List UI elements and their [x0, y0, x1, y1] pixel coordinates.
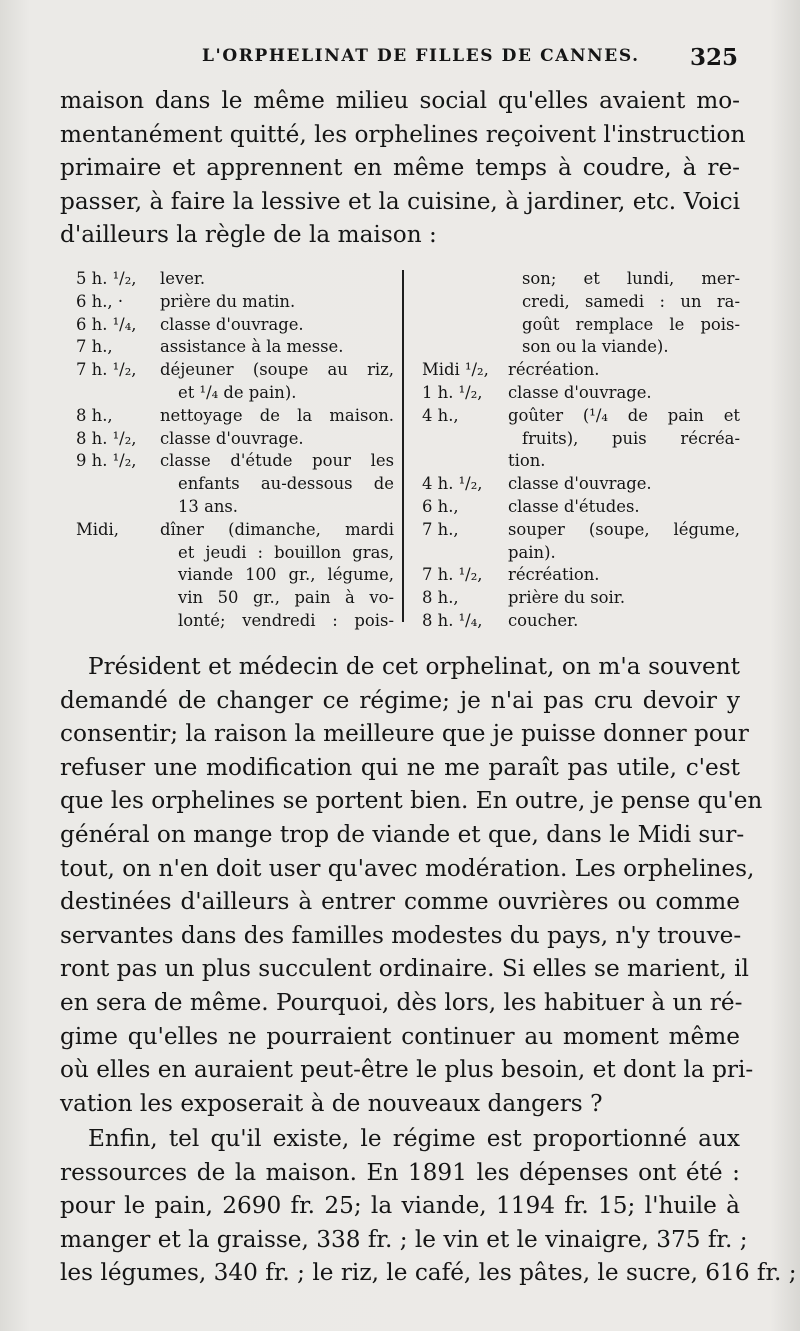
schedule-row [76, 496, 394, 519]
schedule-time: 8 h., [76, 405, 113, 425]
schedule-row [76, 268, 394, 291]
paragraph-regime [60, 650, 763, 1120]
running-head: L'ORPHELINAT DE FILLES DE CANNES. [202, 46, 640, 66]
schedule-time: 7 h. ¹/₂, [76, 360, 137, 380]
text-line: passer, à faire la lessive et la cuisine, à jardiner, etc. Voici [60, 187, 740, 215]
schedule-time [76, 473, 160, 496]
schedule-time: 4 h. ¹/₂, [422, 474, 483, 494]
schedule-activity: lonté; vendredi : pois- [178, 610, 394, 630]
text-line: demandé de changer ce régime; je n'ai pas cru devoir y [60, 686, 740, 714]
schedule-activity: classe d'ouvrage. [508, 474, 652, 494]
text-line: d'ailleurs la règle de la maison : [60, 221, 437, 249]
schedule-row [76, 564, 394, 587]
schedule-activity: dîner (dimanche, mardi [160, 519, 394, 539]
schedule-activity: goûter (¹/₄ de pain et [508, 405, 740, 425]
schedule-row [76, 610, 394, 633]
text-line: refuser une modification qui ne me paraît pas utile, c'est [60, 753, 740, 781]
schedule-activity: nettoyage de la maison. [160, 405, 394, 425]
schedule-row [422, 519, 740, 542]
schedule-time: Midi, [76, 519, 119, 539]
schedule-row [76, 428, 394, 451]
schedule-activity: fruits), puis récréa- [522, 428, 740, 448]
page-header [62, 44, 738, 74]
schedule-row [422, 564, 740, 587]
schedule-time [422, 314, 508, 337]
schedule-activity: coucher. [508, 610, 579, 630]
schedule-row [76, 519, 394, 542]
text-line: tout, on n'en doit user qu'avec modération. Les orphelines, [60, 854, 755, 882]
schedule-column-left [76, 268, 394, 633]
page-number: 325 [689, 44, 738, 71]
schedule-row [76, 336, 394, 359]
schedule-activity: assistance à la messe. [160, 337, 344, 357]
schedule-time [76, 610, 160, 633]
text-line: pour le pain, 2690 fr. 25; la viande, 1194 fr. 15; l'huile à [60, 1192, 740, 1220]
text-line: consentir; la raison la meilleure que je puisse donner pour [60, 720, 749, 748]
schedule-time: 9 h. ¹/₂, [76, 451, 137, 471]
schedule-activity: 13 ans. [178, 496, 239, 516]
text-line: où elles en auraient peut-être le plus besoin, et dont la pri- [60, 1056, 754, 1084]
schedule-activity: goût remplace le pois- [522, 314, 740, 334]
text-line: général on mange trop de viande et que, dans le Midi sur- [60, 820, 745, 848]
schedule-row [76, 587, 394, 610]
schedule-activity: vin 50 gr., pain à vo- [178, 588, 394, 608]
text-line: primaire et apprennent en même temps à coudre, à re- [60, 154, 740, 182]
text-line: ront pas un plus succulent ordinaire. Si elles se marient, il [60, 955, 749, 983]
schedule-row [76, 450, 394, 473]
schedule-activity: son; et lundi, mer- [522, 269, 740, 288]
column-divider [402, 270, 404, 622]
schedule-time: Midi ¹/₂, [422, 360, 489, 380]
text-line: servantes dans des familles modestes du pays, n'y trouve- [60, 921, 742, 949]
schedule-activity: son ou la viande). [522, 337, 669, 357]
schedule-row [422, 291, 740, 314]
schedule-row [422, 542, 740, 565]
schedule-row [422, 610, 740, 633]
text-line: Enfin, tel qu'il existe, le régime est proportionné aux [88, 1125, 740, 1152]
schedule-time [76, 382, 160, 405]
schedule-row [422, 268, 740, 291]
text-line: maison dans le même milieu social qu'elles avaient mo- [60, 87, 740, 114]
schedule-time [76, 496, 160, 519]
paragraph-expenses [60, 1122, 797, 1290]
daily-schedule [76, 268, 740, 636]
schedule-activity: pain). [508, 542, 556, 562]
schedule-activity: classe d'ouvrage. [160, 314, 304, 334]
schedule-activity: classe d'ouvrage. [508, 382, 652, 402]
schedule-row [76, 314, 394, 337]
schedule-time [422, 268, 508, 291]
schedule-row [422, 336, 740, 359]
schedule-row [422, 587, 740, 610]
schedule-time: 8 h. ¹/₄, [422, 610, 483, 630]
schedule-time: 5 h. ¹/₂, [76, 269, 137, 288]
schedule-activity: et jeudi : bouillon gras, [178, 542, 394, 562]
paragraph-intro [60, 84, 746, 252]
schedule-time [76, 587, 160, 610]
schedule-time [422, 291, 508, 314]
schedule-activity: classe d'étude pour les [160, 451, 394, 471]
schedule-time: 8 h. ¹/₂, [76, 428, 137, 448]
schedule-activity: souper (soupe, légume, [508, 519, 740, 539]
schedule-activity: lever. [160, 269, 206, 288]
schedule-activity: prière du matin. [160, 291, 296, 311]
text-line: vation les exposerait à de nouveaux dangers ? [60, 1089, 603, 1117]
schedule-row [422, 428, 740, 451]
schedule-row [76, 542, 394, 565]
schedule-activity: prière du soir. [508, 588, 626, 608]
schedule-row [76, 473, 394, 496]
schedule-row [76, 405, 394, 428]
schedule-activity: tion. [508, 451, 546, 471]
schedule-time [422, 336, 508, 359]
schedule-row [422, 450, 740, 473]
schedule-row [422, 382, 740, 405]
text-line: en sera de même. Pourquoi, dès lors, les habituer à un ré- [60, 988, 743, 1016]
schedule-activity: récréation. [508, 565, 600, 585]
schedule-row [76, 359, 394, 382]
text-line: Président et médecin de cet orphelinat, on m'a souvent [88, 653, 740, 680]
schedule-row [76, 382, 394, 405]
schedule-row [76, 291, 394, 314]
schedule-time: 8 h., [422, 588, 459, 608]
schedule-activity: récréation. [508, 360, 600, 380]
schedule-activity: credi, samedi : un ra- [522, 291, 740, 311]
schedule-time [76, 564, 160, 587]
schedule-time: 6 h. ¹/₄, [76, 314, 137, 334]
schedule-column-right [422, 268, 740, 633]
schedule-activity: classe d'ouvrage. [160, 428, 304, 448]
text-line: ressources de la maison. En 1891 les dépenses ont été : [60, 1158, 740, 1186]
schedule-time: 7 h., [422, 519, 459, 539]
text-line: les légumes, 340 fr. ; le riz, le café, les pâtes, le sucre, 616 fr. ; [60, 1259, 797, 1287]
schedule-activity: et ¹/₄ de pain). [178, 382, 297, 402]
schedule-time: 4 h., [422, 405, 459, 425]
schedule-row [422, 496, 740, 519]
text-line: destinées d'ailleurs à entrer comme ouvrières ou comme [60, 888, 740, 916]
schedule-time: 6 h., [422, 496, 459, 516]
schedule-activity: viande 100 gr., légume, [178, 565, 394, 585]
schedule-row [422, 473, 740, 496]
schedule-time: 7 h., [76, 337, 113, 357]
schedule-time [76, 542, 160, 565]
text-line: mentanément quitté, les orphelines reçoivent l'instruction [60, 120, 746, 148]
schedule-activity: classe d'études. [508, 496, 640, 516]
schedule-activity: enfants au-dessous de [178, 474, 394, 494]
schedule-time: 6 h., · [76, 291, 124, 311]
text-line: manger et la graisse, 338 fr. ; le vin et le vinaigre, 375 fr. ; [60, 1225, 748, 1253]
schedule-row [422, 405, 740, 428]
text-line: que les orphelines se portent bien. En outre, je pense qu'en [60, 787, 763, 815]
schedule-activity: déjeuner (soupe au riz, [160, 360, 394, 380]
schedule-time: 1 h. ¹/₂, [422, 382, 483, 402]
schedule-row [422, 359, 740, 382]
schedule-time: 7 h. ¹/₂, [422, 565, 483, 585]
text-line: gime qu'elles ne pourraient continuer au moment même [60, 1022, 740, 1050]
schedule-row [422, 314, 740, 337]
